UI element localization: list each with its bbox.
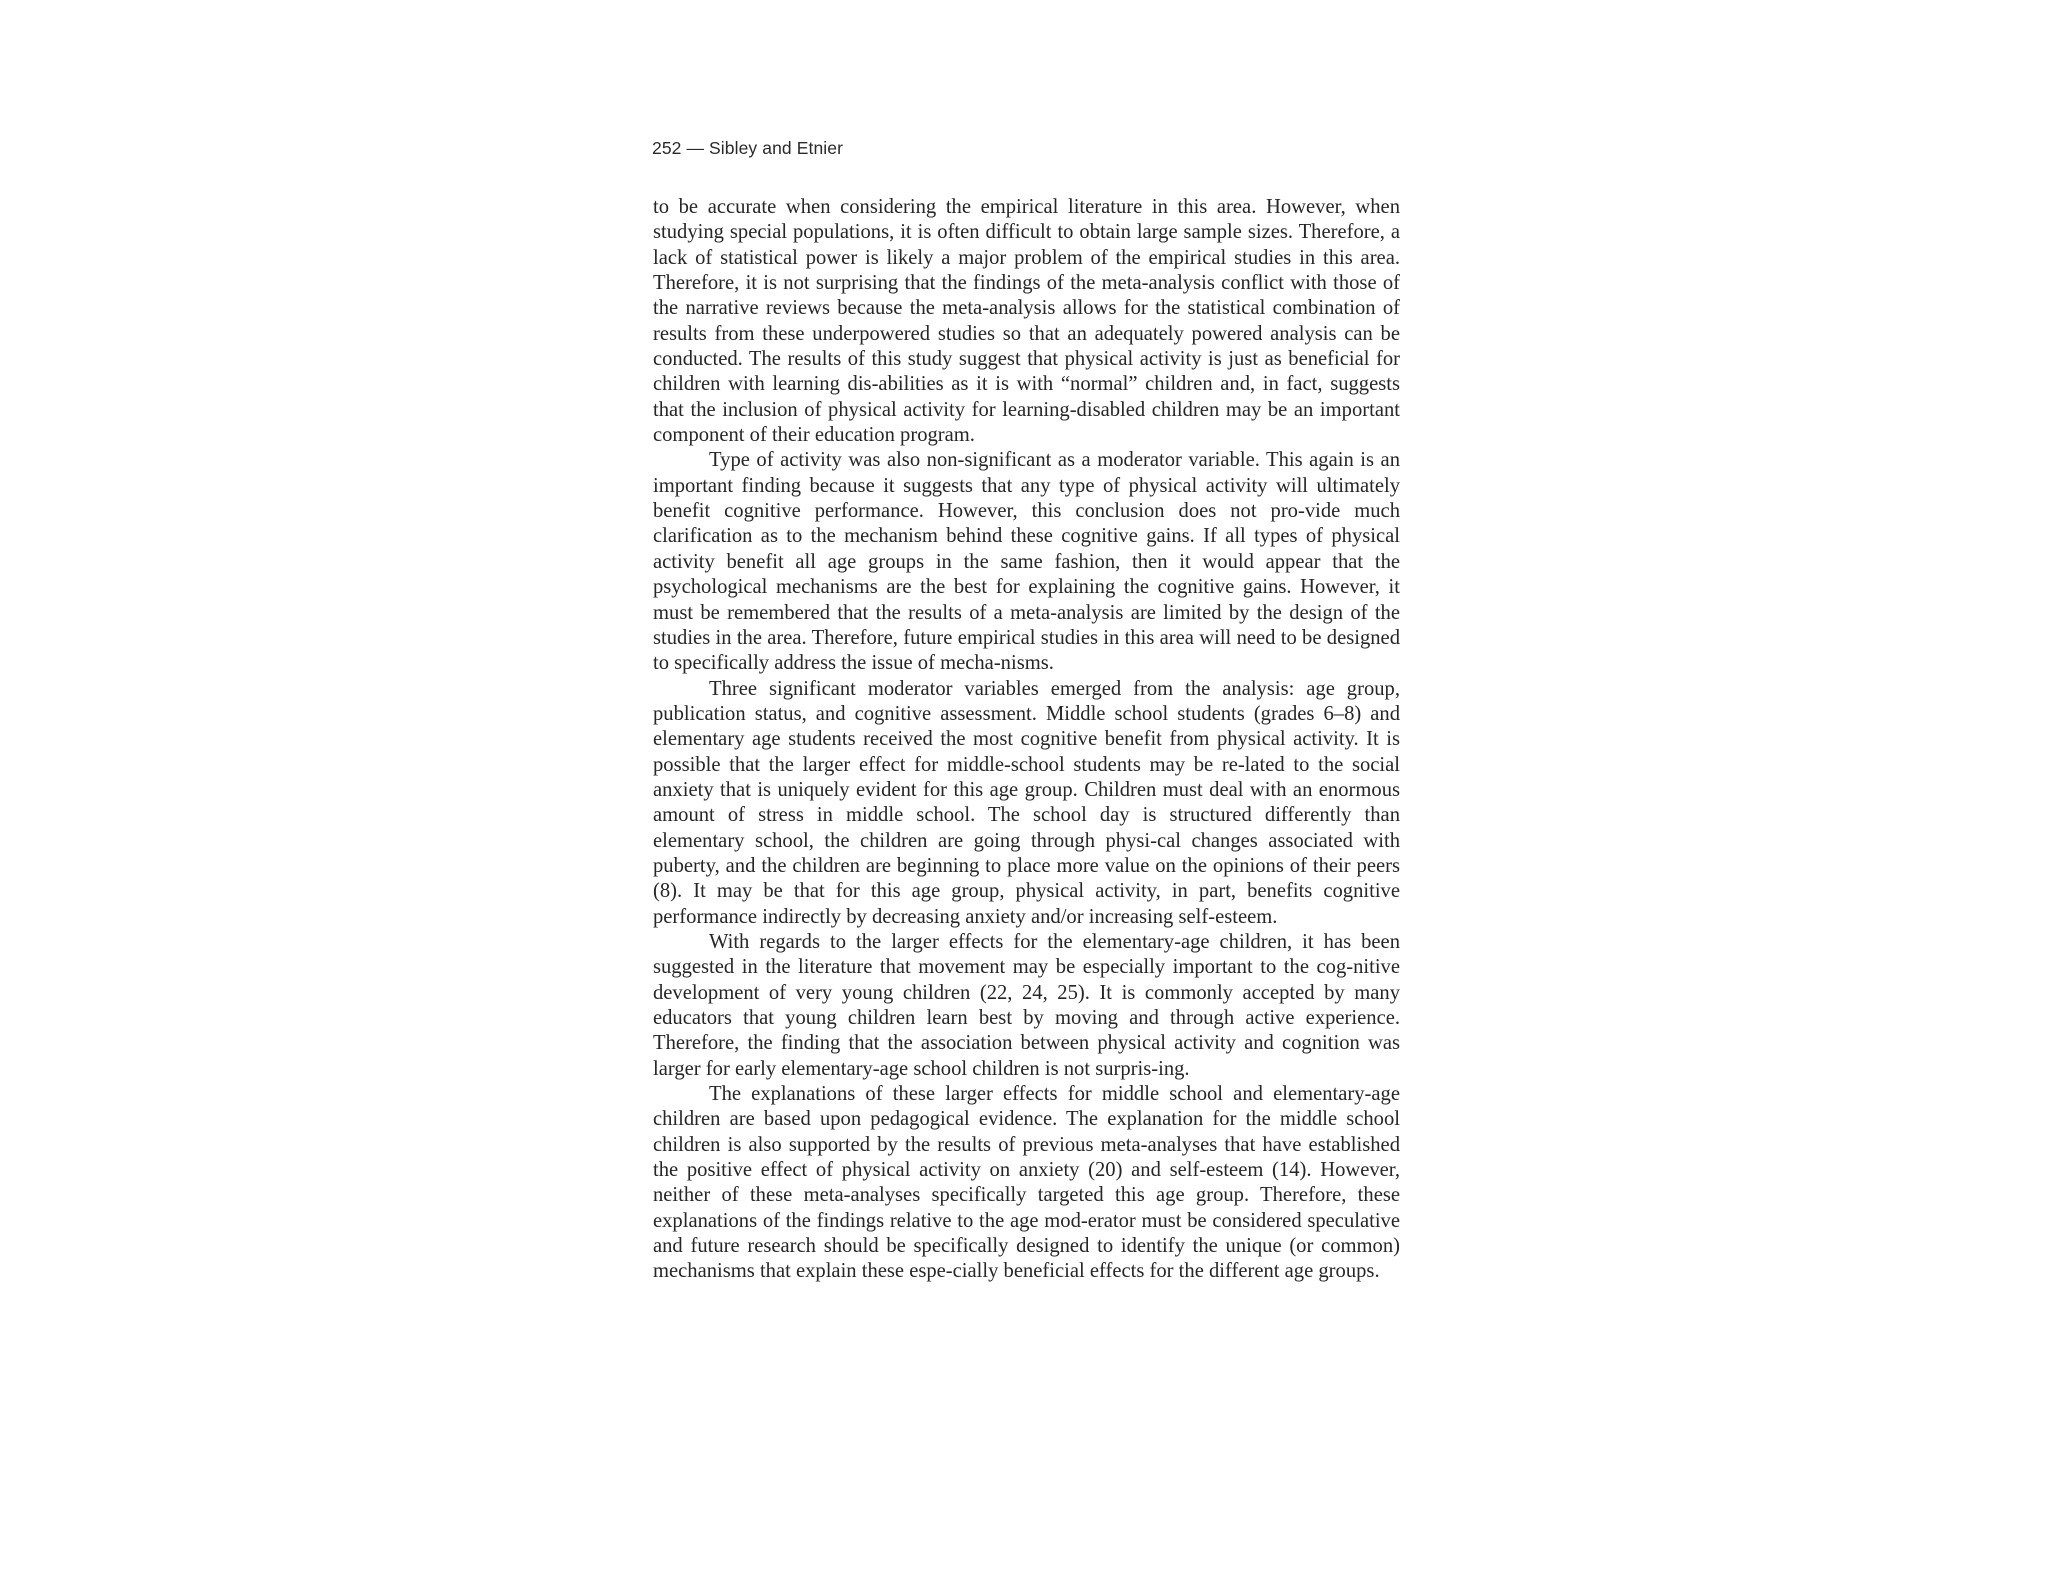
body-text <box>653 195 1400 1285</box>
paragraph-3: Three significant moderator variables emerged from the analysis: age group, publication status, and cognitive assessment. Middle school students (grades 6–8) and elementary age students received the most cognitive benefit from physical activity. It is possible that the larger effect for middle-school students may be re-lated to the social anxiety that is uniquely evident for this age group. Children must deal with an enormous amount of stress in middle school. The school day is structured differently than elementary school, the children are going through physi-cal changes associated with puberty, and the children are beginning to place more value on the opinions of their peers (8). It may be that for this age group, physical activity, in part, benefits cognitive performance indirectly by decreasing anxiety and/or increasing self-esteem. <box>653 677 1400 928</box>
paragraph-4: With regards to the larger effects for the elementary-age children, it has been suggested in the literature that movement may be especially important to the cog-nitive development of very young children (22, 24, 25). It is commonly accepted by many educators that young children learn best by moving and through active experience. Therefore, the finding that the association between physical activity and cognition was larger for early elementary-age school children is not surpris-ing. <box>653 930 1400 1080</box>
paragraph-1: to be accurate when considering the empirical literature in this area. However, when studying special populations, it is often difficult to obtain large sample sizes. Therefore, a lack of statistical power is likely a major problem of the empirical studies in this area. Therefore, it is not surprising that the findings of the meta-analysis conflict with those of the narrative reviews because the meta-analysis allows for the statistical combination of results from these underpowered studies so that an adequately powered analysis can be conducted. The results of this study suggest that physical activity is just as beneficial for children with learning dis-abilities as it is with “normal” children and, in fact, suggests that the inclusion of physical activity for learning-disabled children may be an important component of their education program. <box>653 196 1400 447</box>
paragraph-5: The explanations of these larger effects for middle school and elementary-age children are based upon pedagogical evidence. The explanation for the middle school children is also supported by the results of previous meta-analyses that have established the positive effect of physical activity on anxiety (20) and self-esteem (14). However, neither of these meta-analyses specifically targeted this age group. Therefore, these explanations of the findings relative to the age mod-erator must be considered speculative and future research should be specifically designed to identify the unique (or common) mechanisms that explain these espe-cially beneficial effects for the different age groups. <box>653 1083 1400 1283</box>
running-head: 252 — Sibley and Etnier <box>652 138 844 158</box>
paragraph-2: Type of activity was also non-significant as a moderator variable. This again is an important finding because it suggests that any type of physical activity will ultimately benefit cognitive performance. However, this conclusion does not pro-vide much clarification as to the mechanism behind these cognitive gains. If all types of physical activity benefit all age groups in the same fashion, then it would appear that the psychological mechanisms are the best for explaining the cognitive gains. However, it must be remembered that the results of a meta-analysis are limited by the design of the studies in the area. Therefore, future empirical studies in this area will need to be designed to specifically address the issue of mecha-nisms. <box>653 449 1400 675</box>
